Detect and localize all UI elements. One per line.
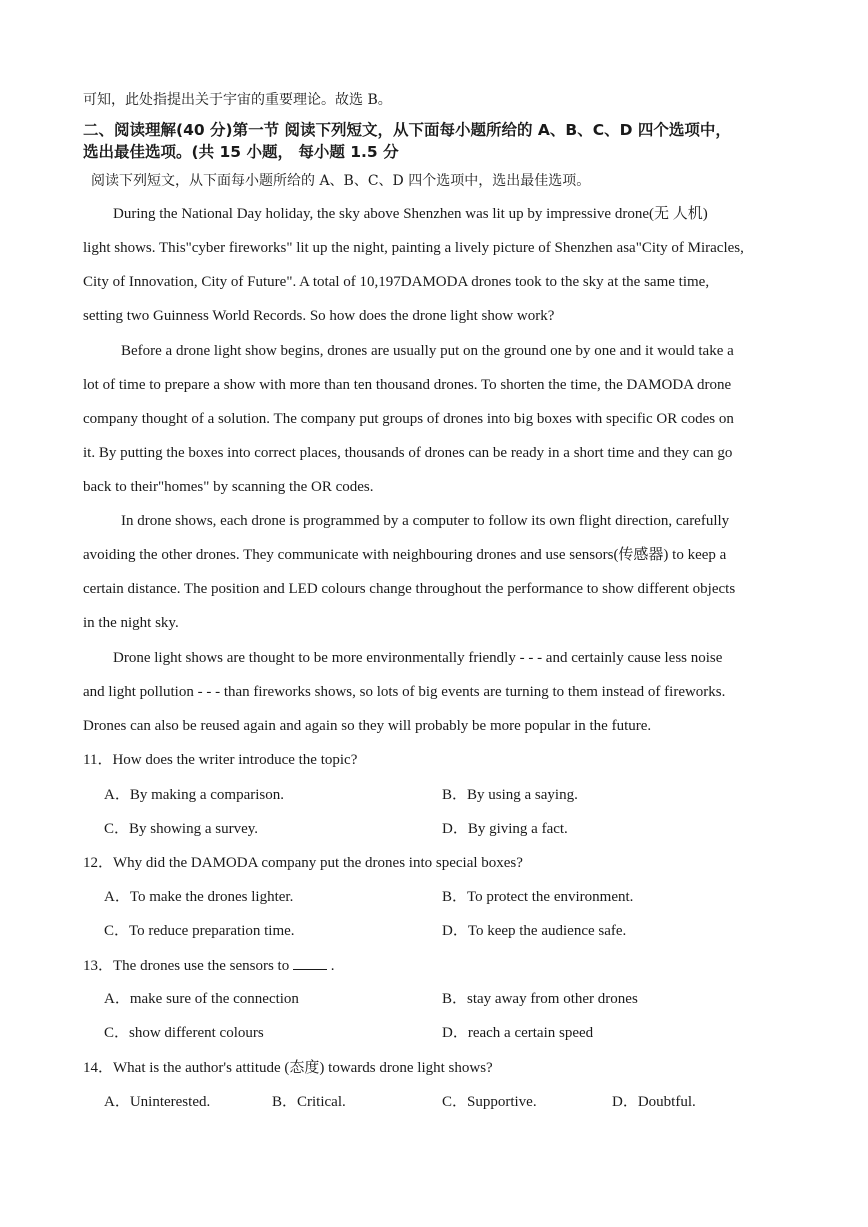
paragraph-line: light shows. This"cyber fireworks" lit up the night, painting a lively picture of Shenzhen asa"City of Miracles, [83,240,744,256]
paragraph-line: lot of time to prepare a show with more than ten thousand drones. To shorten the time, the DAMODA drone [83,377,732,393]
question-13-stem-text: 13．The drones use the sensors to [83,958,290,974]
paragraph-line: Drone light shows are thought to be more environmentally friendly - - - and certainly cause less noise [113,650,723,666]
passage-paragraph-4 [83,641,783,743]
question-13-stem-end: . [330,958,335,974]
paragraph-line: In drone shows, each drone is programmed by a computer to follow its own flight direction, carefully [121,513,730,529]
question-13-option-a[interactable]: A．make sure of the connection [104,991,299,1007]
paragraph-line: in the night sky. [83,615,179,631]
paragraph-line: it. By putting the boxes into correct places, thousands of drones can be ready in a short time and they can go [83,445,733,461]
section-instruction: 阅读下列短文，从下面每小题所给的 A、B、C、D 四个选项中，选出最佳选项。 [91,173,591,189]
question-11-option-d[interactable]: D．By giving a fact. [442,821,568,837]
question-13-option-d[interactable]: D．reach a certain speed [442,1025,594,1041]
paragraph-line: Before a drone light show begins, drones are usually put on the ground one by one and it would take a [121,343,734,359]
paragraph-line: City of Innovation, City of Future". A total of 10,197DAMODA drones took to the sky at the same time, [83,274,710,290]
passage-paragraph-3 [83,504,783,640]
question-13-stem [83,955,334,976]
question-14-stem: 14．What is the author's attitude (态度) towards drone light shows? [83,1060,493,1076]
question-14-option-d[interactable]: D．Doubtful. [612,1094,696,1110]
paragraph-line: Drones can also be reused again and again so they will probably be more popular in the future. [83,718,652,734]
question-11-option-b[interactable]: B．By using a saying. [442,787,578,803]
paragraph-line: certain distance. The position and LED colours change throughout the performance to show different objects [83,581,736,597]
passage-paragraph-1 [83,197,783,333]
paragraph-line: company thought of a solution. The company put groups of drones into big boxes with specific OR codes on [83,411,734,427]
question-14-option-b[interactable]: B．Critical. [272,1094,346,1110]
paragraph-line: back to their"homes" by scanning the OR codes. [83,479,374,495]
question-13-option-c[interactable]: C．show different colours [104,1025,264,1041]
question-12-option-d[interactable]: D．To keep the audience safe. [442,923,627,939]
section-heading-line-1: 二、阅读理解(40 分)第一节 阅读下列短文，从下面每小题所给的 A、B、C、D 四个选项中， [83,121,731,139]
question-11-option-c[interactable]: C．By showing a survey. [104,821,259,837]
question-12-option-c[interactable]: C．To reduce preparation time. [104,923,295,939]
question-12-option-a[interactable]: A．To make the drones lighter. [104,889,294,905]
paragraph-line: and light pollution - - - than fireworks shows, so lots of big events are turning to them instead of fireworks. [83,684,726,700]
previous-answer-note: 可知，此处指提出关于宇宙的重要理论。故选 B。 [83,92,392,108]
question-13-option-b[interactable]: B．stay away from other drones [442,991,638,1007]
answer-blank [293,955,327,970]
paragraph-line: During the National Day holiday, the sky above Shenzhen was lit up by impressive drone(无 人机) [113,206,708,222]
question-14-option-c[interactable]: C．Supportive. [442,1094,537,1110]
paragraph-line: setting two Guinness World Records. So how does the drone light show work? [83,308,555,324]
section-heading-line-2: 选出最佳选项。(共 15 小题， 每小题 1.5 分 [83,143,399,161]
question-11-stem: 11．How does the writer introduce the topic? [83,752,358,768]
question-14-option-a[interactable]: A．Uninterested. [104,1094,211,1110]
question-12-option-b[interactable]: B．To protect the environment. [442,889,634,905]
paragraph-line: avoiding the other drones. They communicate with neighbouring drones and use sensors(传感器) to keep a [83,547,727,563]
passage-paragraph-2 [83,334,783,504]
question-11-option-a[interactable]: A．By making a comparison. [104,787,284,803]
question-12-stem: 12．Why did the DAMODA company put the drones into special boxes? [83,855,523,871]
